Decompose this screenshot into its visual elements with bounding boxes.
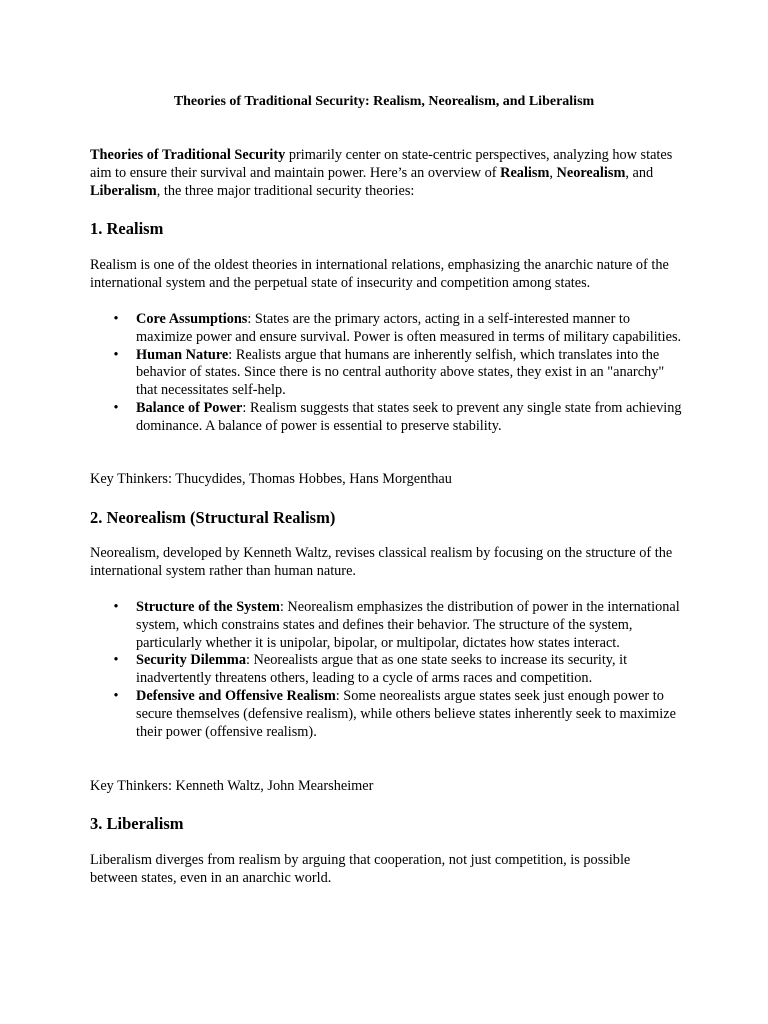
list-item bbox=[113, 687, 682, 741]
realism-key-thinkers: Key Thinkers: Thucydides, Thomas Hobbes, Hans Morgenthau bbox=[90, 471, 452, 487]
bullet-text: : Neorealists argue that as one state seeks to increase its security, it inadvertently threatens others, leading to a cycle of arms races and competition. bbox=[136, 652, 628, 687]
liberalism-paragraph: Liberalism diverges from realism by arguing that cooperation, not just competition, is possible between states, even in an anarchic world. bbox=[90, 852, 631, 886]
section-heading-liberalism: 3. Liberalism bbox=[90, 814, 184, 833]
intro-lead-bold: Theories of Traditional Security bbox=[90, 147, 286, 163]
list-item bbox=[113, 346, 682, 400]
intro-paragraph bbox=[90, 147, 680, 200]
section-heading-neorealism: 2. Neorealism (Structural Realism) bbox=[90, 508, 336, 527]
document-title: Theories of Traditional Security: Realism, Neorealism, and Liberalism bbox=[173, 94, 595, 109]
bullet-text: : Neorealism emphasizes the distribution of power in the international system, which constrains states and defines their behavior. The structure of the system, particularly whether it is unipolar, bipolar, or multipolar, dictates how states interact. bbox=[136, 599, 680, 651]
intro-bold-neorealism: Neorealism bbox=[556, 164, 626, 181]
list-item bbox=[113, 311, 682, 347]
neorealism-paragraph: Neorealism, developed by Kenneth Waltz, revises classical realism by focusing on the structure of the international system rather than human nature. bbox=[90, 545, 673, 579]
intro-text-1: primarily center on state-centric perspectives, analyzing how states aim to ensure their survival and maintain power. Here’s an overview of bbox=[90, 147, 673, 181]
bullet-term: Defensive and Offensive Realism bbox=[136, 687, 336, 704]
bullet-marker: • bbox=[113, 652, 119, 669]
bullet-term: Core Assumptions bbox=[136, 311, 248, 327]
bullet-marker: • bbox=[113, 399, 119, 416]
neorealism-key-thinkers: Key Thinkers: Kenneth Waltz, John Mearsheimer bbox=[90, 778, 374, 794]
list-item bbox=[113, 399, 682, 436]
realism-paragraph: Realism is one of the oldest theories in international relations, emphasizing the anarchic nature of the international system and the perpetual state of insecurity and competition among states. bbox=[90, 257, 669, 291]
section-heading-realism: 1. Realism bbox=[90, 219, 164, 238]
intro-text-4: , the three major traditional security theories: bbox=[156, 182, 415, 199]
list-item bbox=[113, 652, 682, 688]
bullet-text: : Realism suggests that states seek to prevent any single state from achieving dominance. A balance of power is essential to preserve stability. bbox=[136, 399, 682, 434]
bullet-text: : Realists argue that humans are inherently selfish, which translates into the behavior of states. Since there is no central authority above states, they exist in an "anarchy" that necessitates self-help. bbox=[136, 346, 665, 399]
bullet-text: : States are the primary actors, acting in a self-interested manner to maximize power and ensure survival. Power is often measured in terms of military capabilities. bbox=[136, 311, 682, 345]
list-item bbox=[113, 599, 682, 652]
intro-bold-liberalism: Liberalism bbox=[90, 182, 157, 199]
realism-bullet-list bbox=[113, 311, 682, 436]
neorealism-bullet-list bbox=[113, 599, 682, 741]
bullet-term: Human Nature bbox=[136, 346, 229, 363]
intro-bold-realism: Realism bbox=[500, 164, 550, 181]
bullet-term: Security Dilemma bbox=[136, 652, 246, 669]
bullet-marker: • bbox=[113, 687, 119, 704]
bullet-marker: • bbox=[113, 346, 119, 363]
bullet-text: : Some neorealists argue states seek just enough power to secure themselves (defensive realism), while others believe states inherently seek to maximize their power (offensive realism). bbox=[136, 687, 676, 740]
bullet-term: Structure of the System bbox=[136, 599, 280, 615]
bullet-marker: • bbox=[113, 599, 119, 615]
bullet-term: Balance of Power bbox=[136, 399, 243, 416]
intro-text-3: , and bbox=[625, 164, 654, 181]
intro-text-2: , bbox=[549, 164, 557, 181]
bullet-marker: • bbox=[113, 311, 119, 327]
